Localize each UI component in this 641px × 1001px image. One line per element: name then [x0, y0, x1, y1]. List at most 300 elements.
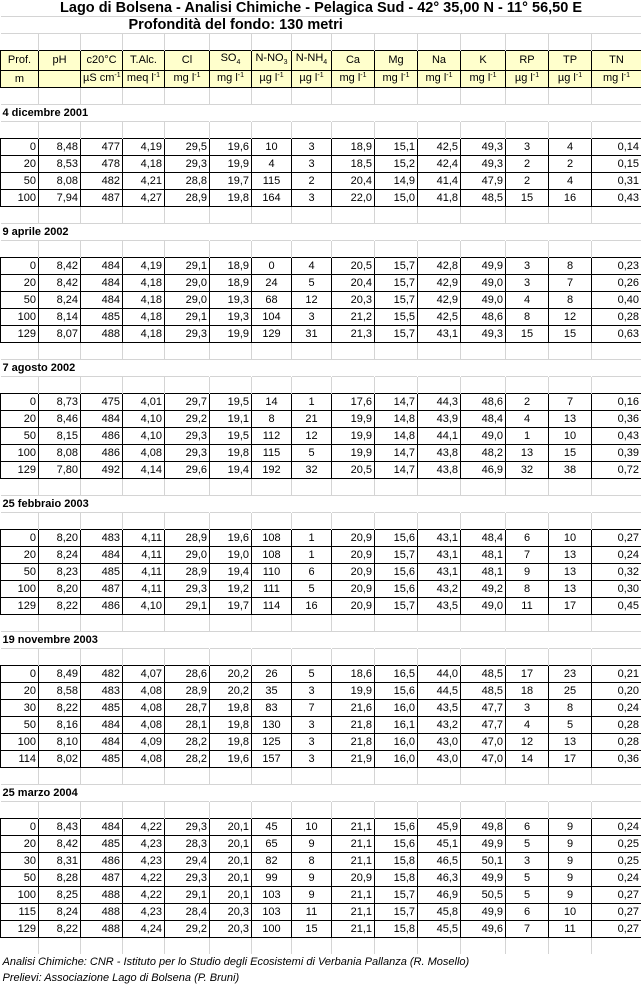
data-cell[interactable]: 49,3 — [461, 156, 506, 173]
data-cell[interactable]: 35 — [252, 683, 292, 700]
data-cell[interactable]: 15,7 — [375, 887, 418, 904]
empty-cell[interactable] — [292, 632, 332, 649]
data-cell[interactable]: 19,9 — [332, 428, 375, 445]
data-cell[interactable]: 0 — [1, 819, 39, 836]
data-cell[interactable]: 4,24 — [123, 921, 165, 938]
data-cell[interactable]: 14 — [252, 394, 292, 411]
data-cell[interactable]: 9 — [549, 870, 592, 887]
empty-cell[interactable] — [332, 377, 375, 394]
empty-cell[interactable] — [1, 802, 39, 819]
empty-cell[interactable] — [506, 938, 549, 955]
empty-cell[interactable] — [210, 785, 252, 802]
data-cell[interactable]: 43,5 — [418, 700, 461, 717]
empty-cell[interactable] — [332, 360, 375, 377]
data-cell[interactable]: 1 — [506, 428, 549, 445]
data-cell[interactable]: 48,1 — [461, 564, 506, 581]
data-cell[interactable]: 8,24 — [39, 547, 81, 564]
data-cell[interactable]: 20,5 — [332, 258, 375, 275]
data-cell[interactable]: 21,1 — [332, 819, 375, 836]
data-cell[interactable]: 21 — [292, 411, 332, 428]
data-cell[interactable]: 8,24 — [39, 904, 81, 921]
empty-cell[interactable] — [81, 768, 123, 785]
empty-cell[interactable] — [165, 343, 210, 360]
data-cell[interactable]: 83 — [252, 700, 292, 717]
empty-cell[interactable] — [461, 377, 506, 394]
data-cell[interactable]: 485 — [81, 564, 123, 581]
data-cell[interactable]: 13 — [549, 734, 592, 751]
data-cell[interactable]: 15,6 — [375, 836, 418, 853]
data-cell[interactable]: 31 — [292, 326, 332, 343]
empty-cell[interactable] — [506, 649, 549, 666]
data-cell[interactable]: 108 — [252, 530, 292, 547]
data-cell[interactable]: 487 — [81, 581, 123, 598]
data-cell[interactable]: 478 — [81, 156, 123, 173]
data-cell[interactable]: 0,27 — [592, 530, 641, 547]
empty-cell[interactable] — [252, 938, 292, 955]
unit-header[interactable]: µg $l^{-1}$ — [252, 71, 292, 88]
empty-cell[interactable] — [506, 105, 549, 122]
data-cell[interactable]: 41,4 — [418, 173, 461, 190]
empty-cell[interactable] — [165, 479, 210, 496]
empty-cell[interactable] — [332, 105, 375, 122]
data-cell[interactable]: 485 — [81, 836, 123, 853]
data-cell[interactable]: 484 — [81, 411, 123, 428]
data-cell[interactable]: 19,4 — [210, 462, 252, 479]
data-cell[interactable]: 9 — [292, 887, 332, 904]
empty-cell[interactable] — [592, 360, 641, 377]
data-cell[interactable]: 0 — [1, 530, 39, 547]
data-cell[interactable]: 16,0 — [375, 751, 418, 768]
column-header[interactable]: Na — [418, 51, 461, 71]
data-cell[interactable]: 1 — [292, 394, 332, 411]
data-cell[interactable]: 19,0 — [210, 547, 252, 564]
data-cell[interactable]: 0,72 — [592, 462, 641, 479]
empty-cell[interactable] — [292, 768, 332, 785]
data-cell[interactable]: 8,73 — [39, 394, 81, 411]
data-cell[interactable]: 47,7 — [461, 717, 506, 734]
empty-cell[interactable] — [81, 207, 123, 224]
empty-cell[interactable] — [252, 241, 292, 258]
data-cell[interactable]: 21,1 — [332, 836, 375, 853]
empty-cell[interactable] — [461, 615, 506, 632]
empty-cell[interactable] — [506, 360, 549, 377]
data-cell[interactable]: 4,10 — [123, 411, 165, 428]
empty-cell[interactable] — [506, 785, 549, 802]
data-cell[interactable]: 0,45 — [592, 598, 641, 615]
data-cell[interactable]: 14 — [506, 751, 549, 768]
empty-cell[interactable] — [123, 649, 165, 666]
data-cell[interactable]: 45,8 — [418, 904, 461, 921]
data-cell[interactable]: 9 — [549, 819, 592, 836]
empty-cell[interactable] — [292, 343, 332, 360]
data-cell[interactable]: 20,2 — [210, 683, 252, 700]
data-cell[interactable]: 164 — [252, 190, 292, 207]
data-cell[interactable]: 15,7 — [375, 547, 418, 564]
data-cell[interactable]: 49,9 — [461, 870, 506, 887]
data-cell[interactable]: 487 — [81, 870, 123, 887]
unit-header[interactable]: µg $l^{-1}$ — [292, 71, 332, 88]
data-cell[interactable]: 0,28 — [592, 717, 641, 734]
data-cell[interactable]: 28,4 — [165, 904, 210, 921]
data-cell[interactable]: 19,6 — [210, 530, 252, 547]
empty-cell[interactable] — [418, 122, 461, 139]
empty-cell[interactable] — [418, 360, 461, 377]
data-cell[interactable]: 0,24 — [592, 870, 641, 887]
data-cell[interactable]: 4,22 — [123, 819, 165, 836]
empty-cell[interactable] — [375, 88, 418, 105]
empty-cell[interactable] — [332, 479, 375, 496]
data-cell[interactable]: 15,6 — [375, 530, 418, 547]
data-cell[interactable]: 3 — [506, 853, 549, 870]
data-cell[interactable]: 15,6 — [375, 683, 418, 700]
data-cell[interactable]: 485 — [81, 309, 123, 326]
data-cell[interactable]: 8,14 — [39, 309, 81, 326]
data-cell[interactable]: 48,6 — [461, 309, 506, 326]
empty-cell[interactable] — [461, 105, 506, 122]
data-cell[interactable]: 0,24 — [592, 700, 641, 717]
data-cell[interactable]: 1 — [292, 547, 332, 564]
empty-cell[interactable] — [123, 802, 165, 819]
empty-cell[interactable] — [1, 122, 39, 139]
empty-cell[interactable] — [39, 938, 81, 955]
data-cell[interactable]: 0,28 — [592, 309, 641, 326]
empty-cell[interactable] — [506, 241, 549, 258]
empty-cell[interactable] — [418, 105, 461, 122]
data-cell[interactable]: 10 — [292, 819, 332, 836]
data-cell[interactable]: 44,5 — [418, 683, 461, 700]
data-cell[interactable]: 10 — [549, 530, 592, 547]
unit-header[interactable]: mg $l^{-1}$ — [332, 71, 375, 88]
data-cell[interactable]: 8,53 — [39, 156, 81, 173]
empty-cell[interactable] — [418, 88, 461, 105]
empty-cell[interactable] — [461, 241, 506, 258]
empty-cell[interactable] — [506, 343, 549, 360]
data-cell[interactable]: 32 — [506, 462, 549, 479]
data-cell[interactable]: 19,8 — [210, 190, 252, 207]
data-cell[interactable]: 0 — [1, 139, 39, 156]
data-cell[interactable]: 4,18 — [123, 292, 165, 309]
data-cell[interactable]: 8,46 — [39, 411, 81, 428]
data-cell[interactable]: 2 — [292, 173, 332, 190]
data-cell[interactable]: 2 — [506, 173, 549, 190]
empty-cell[interactable] — [375, 615, 418, 632]
empty-cell[interactable] — [165, 768, 210, 785]
data-cell[interactable]: 20,9 — [332, 581, 375, 598]
empty-cell[interactable] — [549, 105, 592, 122]
data-cell[interactable]: 20,1 — [210, 819, 252, 836]
data-cell[interactable]: 29,6 — [165, 462, 210, 479]
data-cell[interactable]: 484 — [81, 275, 123, 292]
data-cell[interactable]: 5 — [292, 445, 332, 462]
data-cell[interactable]: 100 — [1, 734, 39, 751]
empty-cell[interactable] — [375, 785, 418, 802]
column-header[interactable]: Cl — [165, 51, 210, 71]
empty-cell[interactable] — [418, 649, 461, 666]
empty-cell[interactable] — [123, 241, 165, 258]
empty-cell[interactable] — [81, 513, 123, 530]
data-cell[interactable]: 14,9 — [375, 173, 418, 190]
empty-cell[interactable] — [292, 105, 332, 122]
data-cell[interactable]: 5 — [506, 836, 549, 853]
empty-cell[interactable] — [1, 377, 39, 394]
column-header[interactable]: Mg — [375, 51, 418, 71]
data-cell[interactable]: 19,9 — [332, 445, 375, 462]
data-cell[interactable]: 9 — [549, 887, 592, 904]
column-header[interactable]: TP — [549, 51, 592, 71]
data-cell[interactable]: 5 — [292, 275, 332, 292]
data-cell[interactable]: 4,18 — [123, 156, 165, 173]
empty-cell[interactable] — [332, 241, 375, 258]
data-cell[interactable]: 11 — [506, 598, 549, 615]
empty-cell[interactable] — [592, 938, 641, 955]
data-cell[interactable]: 46,9 — [461, 462, 506, 479]
data-cell[interactable]: 48,6 — [461, 394, 506, 411]
data-cell[interactable]: 21,8 — [332, 717, 375, 734]
data-cell[interactable]: 19,9 — [332, 411, 375, 428]
data-cell[interactable]: 484 — [81, 292, 123, 309]
empty-cell[interactable] — [592, 207, 641, 224]
empty-cell[interactable] — [332, 88, 375, 105]
data-cell[interactable]: 4,11 — [123, 581, 165, 598]
data-cell[interactable]: 29,3 — [165, 326, 210, 343]
empty-cell[interactable] — [39, 513, 81, 530]
section-date[interactable]: 4 dicembre 2001 — [1, 105, 210, 122]
data-cell[interactable]: 0,24 — [592, 819, 641, 836]
empty-cell[interactable] — [461, 122, 506, 139]
data-cell[interactable]: 13 — [506, 445, 549, 462]
empty-cell[interactable] — [506, 479, 549, 496]
data-cell[interactable]: 46,5 — [418, 853, 461, 870]
data-cell[interactable]: 49,9 — [461, 904, 506, 921]
empty-cell[interactable] — [461, 632, 506, 649]
data-cell[interactable]: 3 — [292, 751, 332, 768]
empty-cell[interactable] — [375, 207, 418, 224]
column-header[interactable]: pH — [39, 51, 81, 71]
data-cell[interactable]: 18,6 — [332, 666, 375, 683]
data-cell[interactable]: 0,43 — [592, 428, 641, 445]
data-cell[interactable]: 14,7 — [375, 445, 418, 462]
data-cell[interactable]: 0,21 — [592, 666, 641, 683]
data-cell[interactable]: 0,24 — [592, 547, 641, 564]
empty-cell[interactable] — [375, 241, 418, 258]
data-cell[interactable]: 15,7 — [375, 292, 418, 309]
data-cell[interactable]: 17 — [549, 598, 592, 615]
data-cell[interactable]: 19,3 — [210, 309, 252, 326]
data-cell[interactable]: 8,10 — [39, 734, 81, 751]
data-cell[interactable]: 2 — [506, 156, 549, 173]
data-cell[interactable]: 46,9 — [418, 887, 461, 904]
data-cell[interactable]: 29,1 — [165, 309, 210, 326]
data-cell[interactable]: 18,9 — [210, 275, 252, 292]
data-cell[interactable]: 42,8 — [418, 258, 461, 275]
data-cell[interactable]: 486 — [81, 853, 123, 870]
data-cell[interactable]: 44,3 — [418, 394, 461, 411]
data-cell[interactable]: 18 — [506, 683, 549, 700]
data-cell[interactable]: 49,0 — [461, 598, 506, 615]
data-cell[interactable]: 50,5 — [461, 887, 506, 904]
data-cell[interactable]: 47,0 — [461, 734, 506, 751]
data-cell[interactable]: 12 — [292, 292, 332, 309]
empty-cell[interactable] — [375, 224, 418, 241]
data-cell[interactable]: 44,1 — [418, 428, 461, 445]
data-cell[interactable]: 5 — [506, 887, 549, 904]
data-cell[interactable]: 7 — [549, 394, 592, 411]
data-cell[interactable]: 13 — [549, 581, 592, 598]
column-header[interactable]: Ca — [332, 51, 375, 71]
data-cell[interactable]: 8,31 — [39, 853, 81, 870]
data-cell[interactable]: 8,24 — [39, 292, 81, 309]
unit-header[interactable]: mg $l^{-1}$ — [461, 71, 506, 88]
empty-cell[interactable] — [592, 649, 641, 666]
empty-cell[interactable] — [549, 207, 592, 224]
data-cell[interactable]: 15,7 — [375, 258, 418, 275]
data-cell[interactable]: 12 — [506, 734, 549, 751]
data-cell[interactable]: 19,7 — [210, 173, 252, 190]
empty-cell[interactable] — [210, 105, 252, 122]
data-cell[interactable]: 0,39 — [592, 445, 641, 462]
data-cell[interactable]: 23 — [549, 666, 592, 683]
data-cell[interactable]: 15,8 — [375, 921, 418, 938]
data-cell[interactable]: 7,80 — [39, 462, 81, 479]
empty-cell[interactable] — [549, 122, 592, 139]
empty-cell[interactable] — [210, 938, 252, 955]
data-cell[interactable]: 16,0 — [375, 700, 418, 717]
empty-cell[interactable] — [165, 649, 210, 666]
empty-cell[interactable] — [418, 343, 461, 360]
data-cell[interactable]: 48,5 — [461, 190, 506, 207]
empty-cell[interactable] — [418, 632, 461, 649]
data-cell[interactable]: 19,3 — [210, 292, 252, 309]
data-cell[interactable]: 45,5 — [418, 921, 461, 938]
empty-cell[interactable] — [506, 496, 549, 513]
empty-cell[interactable] — [252, 88, 292, 105]
data-cell[interactable]: 8 — [549, 292, 592, 309]
empty-cell[interactable] — [461, 360, 506, 377]
data-cell[interactable]: 20 — [1, 275, 39, 292]
section-date[interactable]: 7 agosto 2002 — [1, 360, 210, 377]
data-cell[interactable]: 20,4 — [332, 173, 375, 190]
unit-header[interactable]: µg $l^{-1}$ — [506, 71, 549, 88]
data-cell[interactable]: 29,3 — [165, 156, 210, 173]
empty-cell[interactable] — [81, 802, 123, 819]
data-cell[interactable]: 0,36 — [592, 411, 641, 428]
empty-cell[interactable] — [252, 105, 292, 122]
data-cell[interactable]: 20,5 — [332, 462, 375, 479]
empty-cell[interactable] — [332, 632, 375, 649]
data-cell[interactable]: 488 — [81, 887, 123, 904]
data-cell[interactable]: 19,8 — [210, 717, 252, 734]
data-cell[interactable]: 100 — [1, 309, 39, 326]
data-cell[interactable]: 0,31 — [592, 173, 641, 190]
data-cell[interactable]: 4 — [506, 717, 549, 734]
empty-cell[interactable] — [418, 224, 461, 241]
empty-cell[interactable] — [292, 88, 332, 105]
empty-cell[interactable] — [81, 479, 123, 496]
data-cell[interactable]: 16,0 — [375, 734, 418, 751]
empty-cell[interactable] — [292, 241, 332, 258]
data-cell[interactable]: 50 — [1, 564, 39, 581]
data-cell[interactable]: 0,27 — [592, 887, 641, 904]
data-cell[interactable]: 20,3 — [210, 921, 252, 938]
data-cell[interactable]: 21,6 — [332, 700, 375, 717]
data-cell[interactable]: 17 — [506, 666, 549, 683]
data-cell[interactable]: 4,18 — [123, 275, 165, 292]
data-cell[interactable]: 29,0 — [165, 292, 210, 309]
data-cell[interactable]: 8,08 — [39, 173, 81, 190]
empty-cell[interactable] — [375, 632, 418, 649]
data-cell[interactable]: 47,0 — [461, 751, 506, 768]
empty-cell[interactable] — [332, 224, 375, 241]
empty-cell[interactable] — [252, 802, 292, 819]
data-cell[interactable]: 48,2 — [461, 445, 506, 462]
unit-header[interactable]: µS $cm^{-1}$ — [81, 71, 123, 88]
data-cell[interactable]: 4,23 — [123, 836, 165, 853]
empty-cell[interactable] — [375, 768, 418, 785]
data-cell[interactable]: 28,3 — [165, 836, 210, 853]
data-cell[interactable]: 29,1 — [165, 258, 210, 275]
empty-cell[interactable] — [123, 479, 165, 496]
data-cell[interactable]: 483 — [81, 683, 123, 700]
data-cell[interactable]: 48,1 — [461, 547, 506, 564]
empty-cell[interactable] — [549, 615, 592, 632]
empty-cell[interactable] — [210, 207, 252, 224]
data-cell[interactable]: 45 — [252, 819, 292, 836]
empty-cell[interactable] — [81, 88, 123, 105]
data-cell[interactable]: 484 — [81, 819, 123, 836]
data-cell[interactable]: 21,9 — [332, 751, 375, 768]
data-cell[interactable]: 0,26 — [592, 275, 641, 292]
empty-cell[interactable] — [252, 785, 292, 802]
data-cell[interactable]: 110 — [252, 564, 292, 581]
data-cell[interactable]: 114 — [252, 598, 292, 615]
empty-cell[interactable] — [332, 343, 375, 360]
empty-cell[interactable] — [549, 479, 592, 496]
empty-cell[interactable] — [292, 496, 332, 513]
data-cell[interactable]: 43,0 — [418, 734, 461, 751]
data-cell[interactable]: 483 — [81, 530, 123, 547]
data-cell[interactable]: 100 — [252, 921, 292, 938]
data-cell[interactable]: 487 — [81, 190, 123, 207]
empty-cell[interactable] — [292, 207, 332, 224]
data-cell[interactable]: 19,9 — [332, 683, 375, 700]
empty-cell[interactable] — [549, 377, 592, 394]
empty-cell[interactable] — [461, 938, 506, 955]
data-cell[interactable]: 0,15 — [592, 156, 641, 173]
data-cell[interactable]: 50 — [1, 717, 39, 734]
section-date[interactable]: 9 aprile 2002 — [1, 224, 210, 241]
data-cell[interactable]: 15 — [506, 190, 549, 207]
data-cell[interactable]: 28,1 — [165, 717, 210, 734]
column-header[interactable]: T.Alc. — [123, 51, 165, 71]
column-header[interactable]: Prof. — [1, 51, 39, 71]
data-cell[interactable]: 20,3 — [210, 904, 252, 921]
empty-cell[interactable] — [461, 224, 506, 241]
empty-cell[interactable] — [252, 207, 292, 224]
data-cell[interactable]: 6 — [506, 819, 549, 836]
data-cell[interactable]: 49,3 — [461, 139, 506, 156]
data-cell[interactable]: 11 — [292, 904, 332, 921]
data-cell[interactable]: 9 — [292, 836, 332, 853]
data-cell[interactable]: 0,36 — [592, 751, 641, 768]
data-cell[interactable]: 26 — [252, 666, 292, 683]
data-cell[interactable]: 8,08 — [39, 445, 81, 462]
data-cell[interactable]: 0,32 — [592, 564, 641, 581]
data-cell[interactable]: 4,19 — [123, 258, 165, 275]
data-cell[interactable]: 42,5 — [418, 309, 461, 326]
data-cell[interactable]: 103 — [252, 904, 292, 921]
empty-cell[interactable] — [506, 224, 549, 241]
data-cell[interactable]: 8,22 — [39, 921, 81, 938]
